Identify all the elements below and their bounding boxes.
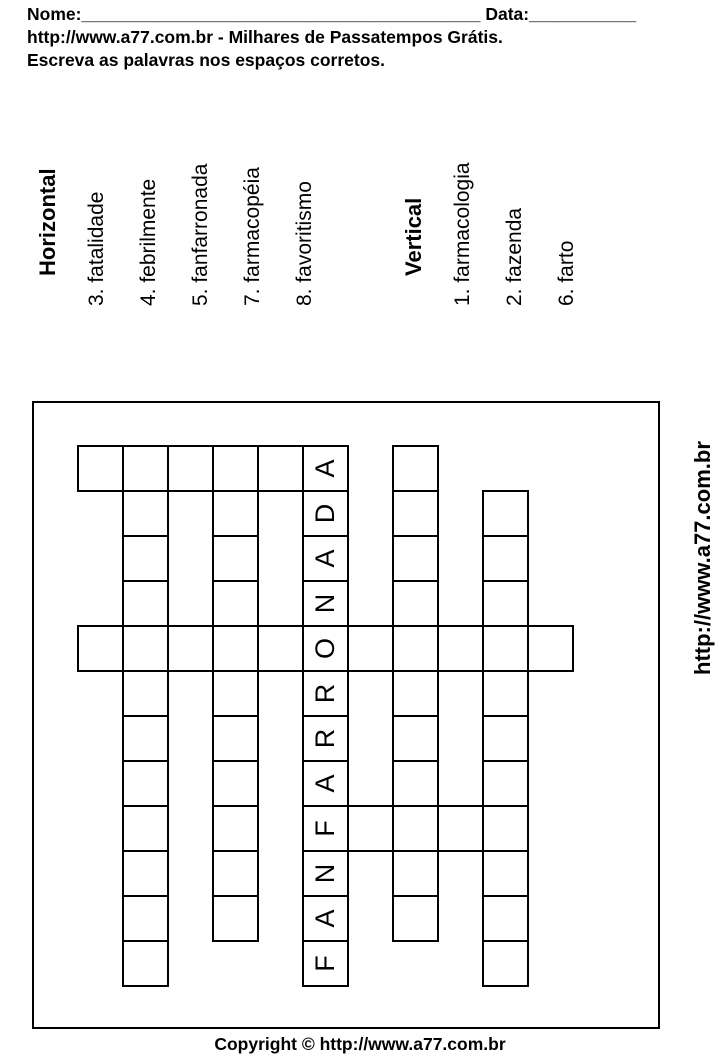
crossword-cell[interactable] xyxy=(302,580,349,627)
crossword-cell[interactable] xyxy=(257,445,304,492)
crossword-cell[interactable] xyxy=(122,850,169,897)
crossword-cell[interactable] xyxy=(122,580,169,627)
crossword-cell[interactable] xyxy=(482,535,529,582)
crossword-cell[interactable] xyxy=(392,490,439,537)
crossword-cell[interactable] xyxy=(392,805,439,852)
crossword-cell[interactable] xyxy=(167,445,214,492)
crossword-cell[interactable] xyxy=(482,490,529,537)
crossword-cell[interactable] xyxy=(257,625,304,672)
crossword-cell[interactable] xyxy=(77,625,124,672)
instructions: Escreva as palavras nos espaços corretos. xyxy=(27,50,385,70)
crossword-cell[interactable] xyxy=(392,670,439,717)
crossword-cell[interactable] xyxy=(482,850,529,897)
crossword-cell[interactable] xyxy=(122,760,169,807)
clue-vertical-6: 6. farto xyxy=(555,240,578,306)
side-url: http://www.a77.com.br xyxy=(690,441,715,675)
crossword-cell[interactable] xyxy=(212,580,259,627)
crossword-cell[interactable] xyxy=(302,850,349,897)
crossword-cell[interactable] xyxy=(437,805,484,852)
crossword-cell[interactable] xyxy=(212,850,259,897)
crossword-cell[interactable] xyxy=(122,445,169,492)
crossword-cell[interactable] xyxy=(302,535,349,582)
crossword-cell[interactable] xyxy=(167,625,214,672)
crossword-cell[interactable] xyxy=(482,895,529,942)
cell-letter: A xyxy=(310,774,340,793)
clue-horizontal-8: 8. favoritismo xyxy=(293,181,316,306)
cell-letter: O xyxy=(310,638,340,660)
crossword-cell[interactable] xyxy=(392,580,439,627)
crossword-cell[interactable] xyxy=(302,625,349,672)
crossword-cell[interactable] xyxy=(212,445,259,492)
crossword-cell[interactable] xyxy=(482,670,529,717)
crossword-cell[interactable] xyxy=(212,715,259,762)
site-tagline: http://www.a77.com.br - Milhares de Passatempos Grátis. xyxy=(27,27,503,47)
clue-horizontal-3: 3. fatalidade xyxy=(85,191,108,306)
crossword-cell[interactable] xyxy=(482,940,529,987)
horizontal-title: Horizontal xyxy=(35,168,60,276)
crossword-cell[interactable] xyxy=(77,445,124,492)
name-date-line: Nome:_________________________________________ Data:___________ xyxy=(27,4,637,24)
crossword-cell[interactable] xyxy=(392,535,439,582)
clue-horizontal-5: 5. fanfarronada xyxy=(189,163,212,306)
crossword-cell[interactable] xyxy=(122,715,169,762)
crossword-cell[interactable] xyxy=(437,625,484,672)
cell-letter: A xyxy=(310,549,340,568)
cell-letter: F xyxy=(310,955,340,972)
crossword-cell[interactable] xyxy=(302,715,349,762)
crossword-cell[interactable] xyxy=(392,850,439,897)
crossword-cell[interactable] xyxy=(212,670,259,717)
crossword-cell[interactable] xyxy=(302,760,349,807)
crossword-cell[interactable] xyxy=(122,625,169,672)
clue-vertical-1: 1. farmacologia xyxy=(451,162,474,306)
crossword-cell[interactable] xyxy=(302,445,349,492)
crossword-cell[interactable] xyxy=(482,760,529,807)
copyright-footer: Copyright © http://www.a77.com.br xyxy=(214,1034,506,1054)
crossword-cell[interactable] xyxy=(527,625,574,672)
cell-letter: D xyxy=(310,503,340,524)
crossword-cell[interactable] xyxy=(212,625,259,672)
crossword-cell[interactable] xyxy=(482,715,529,762)
crossword-cell[interactable] xyxy=(302,490,349,537)
crossword-cell[interactable] xyxy=(212,895,259,942)
crossword-cell[interactable] xyxy=(212,760,259,807)
cell-letter: N xyxy=(310,593,340,614)
cell-letter: N xyxy=(310,863,340,884)
crossword-cell[interactable] xyxy=(122,490,169,537)
cell-letter: R xyxy=(310,683,340,704)
crossword-cell[interactable] xyxy=(122,535,169,582)
crossword-cell[interactable] xyxy=(482,625,529,672)
crossword-cell[interactable] xyxy=(392,895,439,942)
crossword-cell[interactable] xyxy=(122,940,169,987)
crossword-cell[interactable] xyxy=(482,805,529,852)
crossword-cell[interactable] xyxy=(212,805,259,852)
crossword-cell[interactable] xyxy=(392,445,439,492)
cell-letter: F xyxy=(310,820,340,837)
crossword-cell[interactable] xyxy=(392,625,439,672)
crossword-cell[interactable] xyxy=(212,535,259,582)
cell-letter: R xyxy=(310,728,340,749)
crossword-cell[interactable] xyxy=(302,940,349,987)
cell-letter: A xyxy=(310,909,340,928)
crossword-cell[interactable] xyxy=(122,895,169,942)
crossword-cell[interactable] xyxy=(212,490,259,537)
crossword-cell[interactable] xyxy=(392,715,439,762)
crossword-cell[interactable] xyxy=(347,625,394,672)
crossword-cell[interactable] xyxy=(122,805,169,852)
crossword-cell[interactable] xyxy=(302,895,349,942)
cell-letter: A xyxy=(310,459,340,478)
crossword-cell[interactable] xyxy=(302,670,349,717)
crossword-cell[interactable] xyxy=(122,670,169,717)
vertical-title: Vertical xyxy=(401,197,426,276)
crossword-cell[interactable] xyxy=(392,760,439,807)
clue-horizontal-4: 4. febrilmente xyxy=(137,178,160,306)
clue-vertical-2: 2. fazenda xyxy=(503,207,526,306)
crossword-cell[interactable] xyxy=(302,805,349,852)
crossword-cell[interactable] xyxy=(482,580,529,627)
crossword-cell[interactable] xyxy=(347,805,394,852)
clue-horizontal-7: 7. farmacopéia xyxy=(241,167,264,306)
